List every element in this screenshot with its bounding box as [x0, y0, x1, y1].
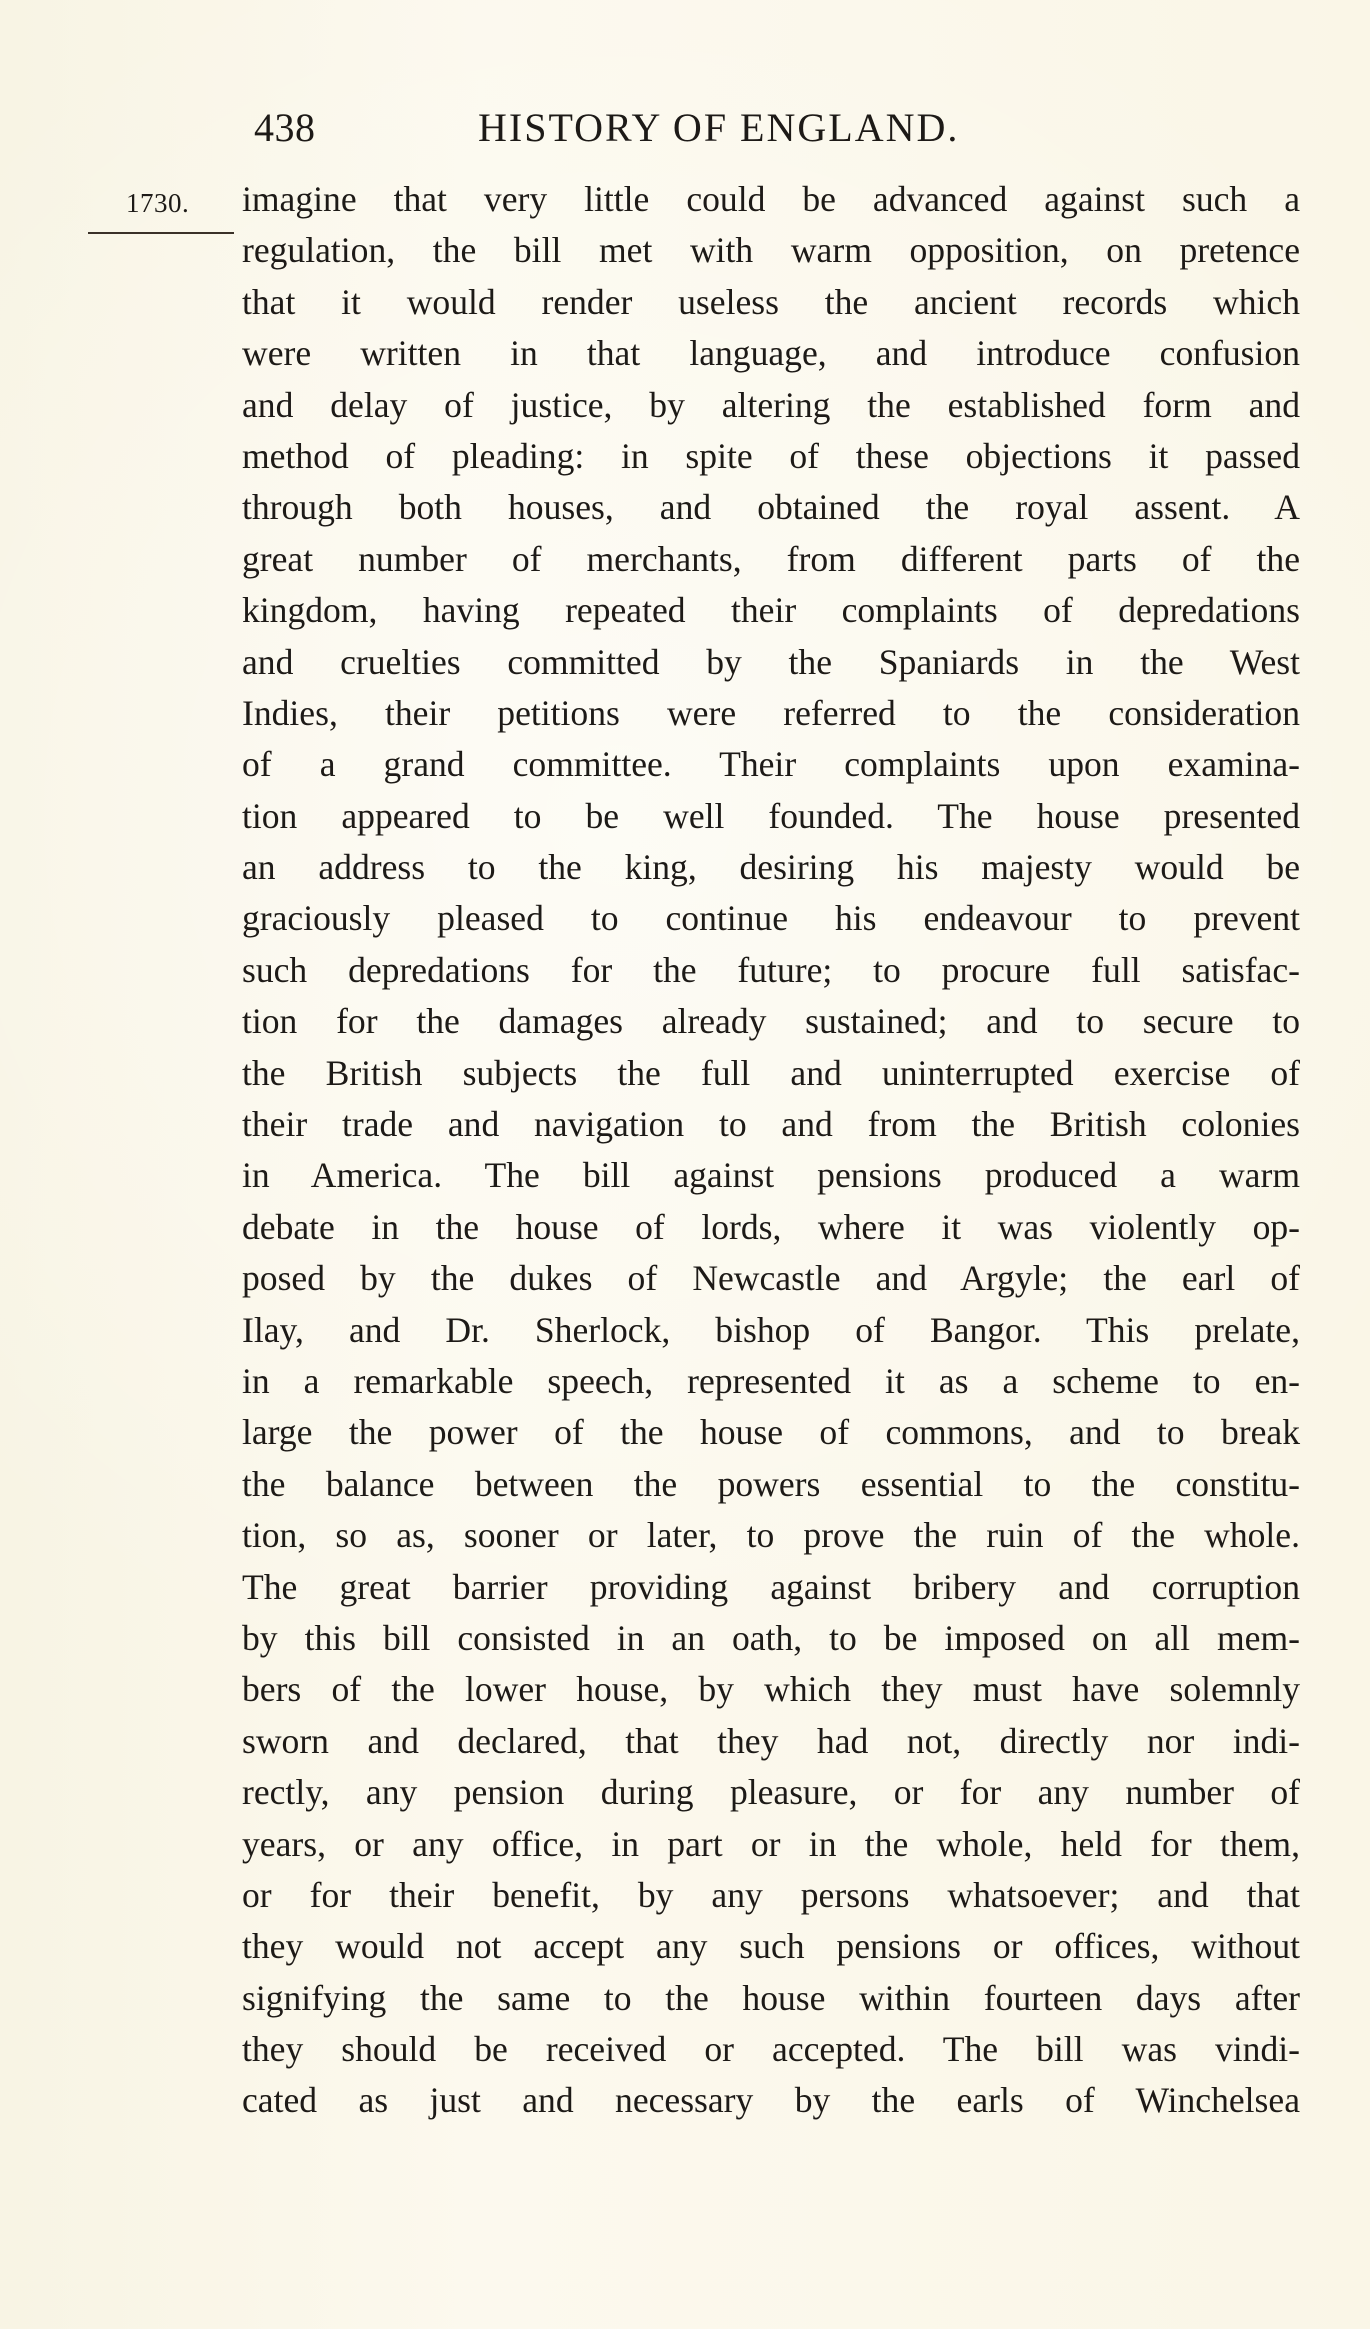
text-line: method of pleading: in spite of these objections it passed [242, 435, 1300, 476]
text-line: by this bill consisted in an oath, to be imposed on all mem- [242, 1617, 1300, 1658]
text-line: an address to the king, desiring his majesty would be [242, 847, 1300, 888]
text-line: and cruelties committed by the Spaniards in the West [242, 641, 1300, 682]
book-title: HISTORY OF ENGLAND. [478, 105, 960, 150]
text-line: years, or any office, in part or in the whole, held for them, [242, 1823, 1300, 1864]
text-line: the balance between the powers essential to the constitu- [242, 1463, 1300, 1504]
text-line: tion for the damages already sustained; and to secure to [242, 1001, 1300, 1042]
text-line: sworn and declared, that they had not, directly nor indi- [242, 1720, 1300, 1761]
text-line: regulation, the bill met with warm opposition, on pretence [242, 230, 1300, 271]
text-line: tion appeared to be well founded. The house presented [242, 795, 1300, 836]
text-line: they would not accept any such pensions or offices, without [242, 1926, 1300, 1967]
text-line: imagine that very little could be advanced against such a [242, 179, 1300, 219]
text-line: rectly, any pension during pleasure, or for any number of [242, 1772, 1300, 1813]
text-line: their trade and navigation to and from the British colonies [242, 1104, 1300, 1145]
page-number: 438 [254, 105, 316, 150]
text-line: in America. The bill against pensions produced a warm [242, 1155, 1300, 1196]
running-head [250, 104, 1090, 160]
text-line: such depredations for the future; to procure full satisfac- [242, 949, 1300, 990]
text-line: great number of merchants, from different parts of the [242, 538, 1300, 579]
text-line: Indies, their petitions were referred to the consideration [242, 692, 1300, 733]
text-line: kingdom, having repeated their complaints of depredations [242, 590, 1300, 631]
text-line: The great barrier providing against bribery and corruption [242, 1566, 1300, 1607]
text-line: debate in the house of lords, where it was violently op- [242, 1206, 1300, 1247]
text-line: signifying the same to the house within fourteen days after [242, 1977, 1300, 2018]
text-line: graciously pleased to continue his endeavour to prevent [242, 898, 1300, 939]
body-text [242, 174, 1300, 2127]
text-line: bers of the lower house, by which they must have solemnly [242, 1669, 1300, 1710]
text-line: cated as just and necessary by the earls of Winchelsea [242, 2080, 1300, 2121]
margin-year: 1730. [126, 188, 190, 218]
text-line: tion, so as, sooner or later, to prove the ruin of the whole. [242, 1515, 1300, 1556]
text-line: or for their benefit, by any persons whatsoever; and that [242, 1874, 1300, 1915]
text-line: large the power of the house of commons, and to break [242, 1412, 1300, 1453]
text-line: of a grand committee. Their complaints upon examina- [242, 744, 1300, 785]
text-line: the British subjects the full and uninterrupted exercise of [242, 1052, 1300, 1093]
text-line: through both houses, and obtained the royal assent. A [242, 487, 1300, 528]
margin-rule [88, 232, 234, 234]
text-line: were written in that language, and introduce confusion [242, 333, 1300, 374]
text-line: that it would render useless the ancient records which [242, 281, 1300, 322]
text-line: Ilay, and Dr. Sherlock, bishop of Bangor. This prelate, [242, 1309, 1300, 1350]
text-line: in a remarkable speech, represented it as a scheme to en- [242, 1360, 1300, 1401]
text-line: posed by the dukes of Newcastle and Argyle; the earl of [242, 1258, 1300, 1299]
text-line: they should be received or accepted. The bill was vindi- [242, 2029, 1300, 2070]
text-line: and delay of justice, by altering the established form and [242, 384, 1300, 425]
